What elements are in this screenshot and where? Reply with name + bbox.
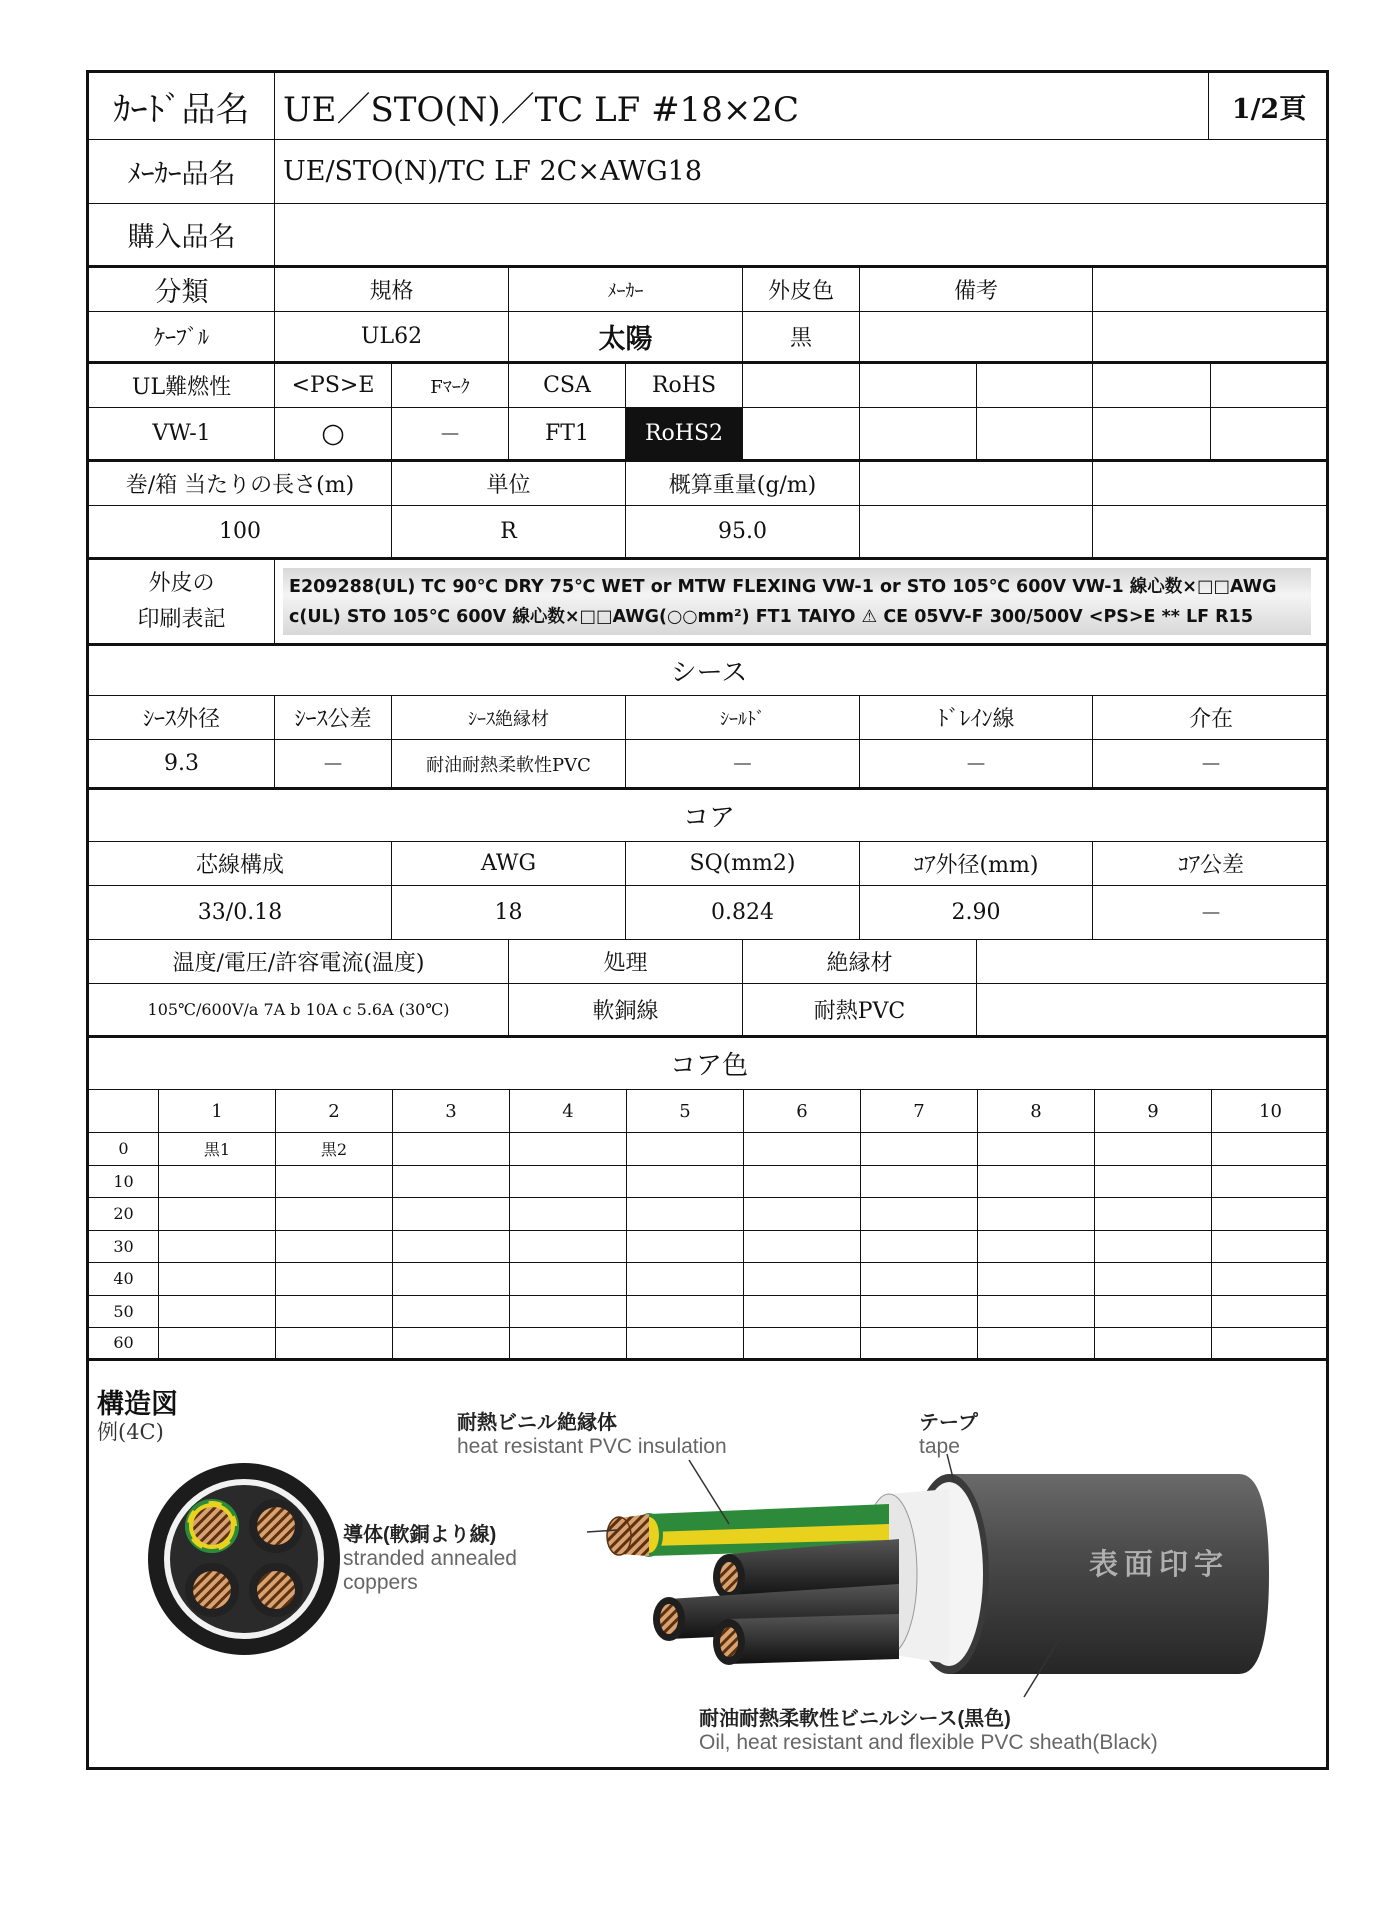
sheath-tolerance-header: ｼｰｽ公差: [275, 696, 392, 740]
empty-cell: [860, 364, 977, 408]
maker-name-value: UE/STO(N)/TC LF 2C×AWG18: [275, 140, 1329, 204]
core-color-row: [89, 1263, 1326, 1296]
core-color-cell: [1095, 1166, 1212, 1199]
sq-header: SQ(mm2): [626, 842, 860, 886]
core-color-cell: 黒1: [159, 1133, 276, 1166]
core-color-cell: [159, 1231, 276, 1264]
awg-value: 18: [392, 886, 626, 940]
core-color-col-header: 4: [510, 1090, 627, 1133]
empty-cell: [860, 462, 1093, 506]
standard-value: UL62: [275, 312, 509, 364]
core-tolerance-header: ｺｱ公差: [1093, 842, 1329, 886]
core-color-col-header: 1: [159, 1090, 276, 1133]
core-color-row-index: 10: [89, 1166, 159, 1199]
card-name-label: ｶｰﾄﾞ品名: [89, 73, 275, 140]
maker-name-label: ﾒｰｶｰ品名: [89, 140, 275, 204]
purchase-name-value: [275, 204, 1329, 268]
awg-header: AWG: [392, 842, 626, 886]
drain-wire-value: －: [860, 740, 1093, 790]
core-color-cell: [1212, 1231, 1329, 1264]
core-color-cell: [159, 1296, 276, 1329]
core-color-cell: [276, 1166, 393, 1199]
strand-composition-header: 芯線構成: [89, 842, 392, 886]
sheath-color-header: 外皮色: [743, 268, 860, 312]
empty-cell: [860, 506, 1093, 560]
insulation-value: 耐熱PVC: [743, 984, 977, 1038]
sheath-value-row: [89, 740, 1326, 790]
core-color-cell: [276, 1198, 393, 1231]
class-value: ｹｰﾌﾞﾙ: [89, 312, 275, 364]
empty-cell: [1093, 408, 1211, 462]
sheath-section-title: シース: [89, 646, 1329, 696]
maker-value: 太陽: [509, 312, 743, 364]
core-color-cell: [1095, 1296, 1212, 1329]
tape-label-jp: テープ: [919, 1412, 978, 1434]
sheath-print-label: [89, 560, 275, 646]
temp-voltage-current-header: 温度/電圧/許容電流(温度): [89, 940, 509, 984]
core-color-cell: [744, 1231, 861, 1264]
core-color-cell: [627, 1231, 744, 1264]
core-color-cell: [393, 1296, 510, 1329]
core-color-cell: [861, 1133, 978, 1166]
core-color-col-header: 9: [1095, 1090, 1212, 1133]
core-color-row: [89, 1328, 1326, 1361]
tape-label: [919, 1406, 978, 1459]
core-color-col-header: 5: [627, 1090, 744, 1133]
core-color-cell: [744, 1263, 861, 1296]
core-color-cell: [393, 1231, 510, 1264]
sheath-title-row: [89, 646, 1326, 696]
core-color-cell: [744, 1198, 861, 1231]
core-color-title-row: [89, 1038, 1326, 1090]
card-name-value: UE／STO(N)／TC LF #18×2C: [275, 73, 1209, 140]
insulation-label: [457, 1406, 727, 1459]
core-color-row-index: 0: [89, 1133, 159, 1166]
empty-cell: [977, 364, 1093, 408]
structure-diagram: [89, 1374, 1326, 1770]
core-color-row-index: 60: [89, 1328, 159, 1361]
core-color-row: [89, 1166, 1326, 1199]
core-color-cell: [510, 1328, 627, 1361]
ul-flame-header: UL難燃性: [89, 364, 275, 408]
sheath-print-row: [89, 560, 1326, 646]
core-rating-header-row: [89, 940, 1326, 984]
class-header: 分類: [89, 268, 275, 312]
core-color-cell: [159, 1263, 276, 1296]
sheath-od-header: ｼｰｽ外径: [89, 696, 275, 740]
empty-cell: [743, 408, 860, 462]
temp-voltage-current-value: 105℃/600V/a 7A b 10A c 5.6A (30℃): [89, 984, 509, 1038]
core-color-cell: [627, 1263, 744, 1296]
core-color-cell: [1212, 1263, 1329, 1296]
core-color-cell: [1212, 1133, 1329, 1166]
core-color-cell: [861, 1296, 978, 1329]
sheath-print-label-line1: 外皮の: [148, 570, 215, 596]
core-color-cell: [978, 1328, 1095, 1361]
core-color-cell: [744, 1328, 861, 1361]
note-value: [860, 312, 1093, 364]
sheath-label-jp: 耐油耐熱柔軟性ビニルシース(黒色): [699, 1708, 1011, 1730]
core-color-col-header: 8: [978, 1090, 1095, 1133]
core-color-row-index: 40: [89, 1263, 159, 1296]
core-color-row-index: 20: [89, 1198, 159, 1231]
empty-cell: [1093, 268, 1329, 312]
standard-header: 規格: [275, 268, 509, 312]
core-color-cell: [861, 1263, 978, 1296]
empty-cell: [977, 940, 1329, 984]
core-color-cell: [510, 1133, 627, 1166]
core-header-row: [89, 842, 1326, 886]
insulation-label-jp: 耐熱ビニル絶縁体: [457, 1412, 617, 1434]
cross-section-icon: [148, 1463, 340, 1655]
empty-cell: [1211, 408, 1329, 462]
core-color-cell: [1095, 1198, 1212, 1231]
weight-header: 概算重量(g/m): [626, 462, 860, 506]
core-color-cell: [1095, 1263, 1212, 1296]
csa-header: CSA: [509, 364, 626, 408]
length-header: 巻/箱 当たりの長さ(m): [89, 462, 392, 506]
core-rating-value-row: [89, 984, 1326, 1038]
f-mark-header: Fﾏｰｸ: [392, 364, 509, 408]
page-number: 1/2頁: [1209, 73, 1329, 140]
core-color-cell: [1212, 1296, 1329, 1329]
core-color-header-row: [89, 1090, 1326, 1133]
structure-title: 構造図: [97, 1389, 178, 1420]
core-color-cell: [510, 1198, 627, 1231]
length-header-row: [89, 462, 1326, 506]
core-color-cell: [393, 1166, 510, 1199]
core-color-cell: [861, 1328, 978, 1361]
length-value-row: [89, 506, 1326, 560]
core-color-cell: [393, 1263, 510, 1296]
core-color-cell: [627, 1296, 744, 1329]
tape-label-en: tape: [919, 1435, 960, 1458]
core-color-cell: [978, 1296, 1095, 1329]
core-color-cell: [159, 1198, 276, 1231]
core-color-corner: [89, 1090, 159, 1133]
unit-value: R: [392, 506, 626, 560]
insulation-header: 絶縁材: [743, 940, 977, 984]
core-color-cell: [510, 1296, 627, 1329]
core-color-cell: [276, 1328, 393, 1361]
core-color-cell: [276, 1231, 393, 1264]
rohs-header: RoHS: [626, 364, 743, 408]
sheath-color-value: 黒: [743, 312, 860, 364]
core-color-cell: [510, 1231, 627, 1264]
csa-value: FT1: [509, 408, 626, 462]
core-color-cell: [159, 1328, 276, 1361]
core-color-cell: [1095, 1133, 1212, 1166]
core-color-cell: [627, 1328, 744, 1361]
core-title-row: [89, 790, 1326, 842]
shield-value: －: [626, 740, 860, 790]
core-color-col-header: 2: [276, 1090, 393, 1133]
empty-cell: [743, 364, 860, 408]
empty-cell: [860, 408, 977, 462]
sheath-label: [699, 1702, 1158, 1755]
core-color-cell: [978, 1231, 1095, 1264]
core-color-cell: 黒2: [276, 1133, 393, 1166]
core-color-cell: [393, 1328, 510, 1361]
core-color-cell: [510, 1263, 627, 1296]
core-color-cell: [1212, 1198, 1329, 1231]
purchase-name-label: 購入品名: [89, 204, 275, 268]
core-color-cell: [627, 1133, 744, 1166]
core-color-cell: [159, 1166, 276, 1199]
empty-cell: [1093, 364, 1211, 408]
sheath-header-row: [89, 696, 1326, 740]
surface-print-label: 表面印字: [1089, 1547, 1230, 1581]
core-color-col-header: 3: [393, 1090, 510, 1133]
ratings-value-row: [89, 408, 1326, 462]
treatment-value: 軟銅線: [509, 984, 743, 1038]
core-color-section-title: コア色: [89, 1038, 1329, 1090]
conductor-label-en2: coppers: [343, 1571, 418, 1594]
core-color-cell: [744, 1133, 861, 1166]
core-color-cell: [978, 1263, 1095, 1296]
core-color-col-header: 7: [861, 1090, 978, 1133]
weight-value: 95.0: [626, 506, 860, 560]
pse-value: ○: [275, 408, 392, 462]
maker-name-row: [89, 140, 1326, 204]
sheath-material-header: ｼｰｽ絶縁材: [392, 696, 626, 740]
core-color-cell: [510, 1166, 627, 1199]
core-color-cell: [393, 1133, 510, 1166]
sheath-label-en: Oil, heat resistant and flexible PVC sheath(Black): [699, 1731, 1158, 1754]
shield-header: ｼｰﾙﾄﾞ: [626, 696, 860, 740]
conductor-label: [343, 1518, 517, 1595]
maker-header: ﾒｰｶｰ: [509, 268, 743, 312]
conductor-label-en1: stranded annealed: [343, 1547, 517, 1570]
core-color-cell: [978, 1133, 1095, 1166]
ratings-header-row: [89, 364, 1326, 408]
core-color-cell: [744, 1166, 861, 1199]
empty-cell: [1211, 364, 1329, 408]
sheath-print-cell: [275, 560, 1329, 646]
core-color-row: [89, 1133, 1326, 1166]
structure-example: 例(4C): [97, 1420, 164, 1444]
core-color-cell: [627, 1166, 744, 1199]
core-color-cell: [978, 1166, 1095, 1199]
empty-cell: [977, 984, 1329, 1038]
sq-value: 0.824: [626, 886, 860, 940]
core-color-col-header: 10: [1212, 1090, 1329, 1133]
empty-cell: [1093, 462, 1329, 506]
f-mark-value: －: [392, 408, 509, 462]
sheath-od-value: 9.3: [89, 740, 275, 790]
sheath-material-value: 耐油耐熱柔軟性PVC: [392, 740, 626, 790]
core-color-cell: [1095, 1231, 1212, 1264]
core-color-cell: [978, 1198, 1095, 1231]
spec-sheet: [86, 70, 1329, 1770]
sheath-print-line1: E209288(UL) TC 90℃ DRY 75℃ WET or MTW FLEXING VW-1 or STO 105℃ 600V VW-1 線心数×□□AWG: [289, 576, 1277, 597]
note-header: 備考: [860, 268, 1093, 312]
treatment-header: 処理: [509, 940, 743, 984]
core-tolerance-value: －: [1093, 886, 1329, 940]
empty-cell: [1093, 506, 1329, 560]
ul-flame-value: VW-1: [89, 408, 275, 462]
rohs-value: RoHS2: [626, 408, 743, 462]
card-name-row: [89, 73, 1326, 140]
sheath-print-line2: c(UL) STO 105℃ 600V 線心数×□□AWG(○○mm²) FT1 TAIYO ⚠ CE 05VV-F 300/500V <PS>E ** LF R15: [289, 606, 1254, 627]
insulation-label-en: heat resistant PVC insulation: [457, 1435, 727, 1458]
purchase-name-row: [89, 204, 1326, 268]
filler-value: －: [1093, 740, 1329, 790]
core-value-row: [89, 886, 1326, 940]
core-color-cell: [1212, 1328, 1329, 1361]
empty-cell: [977, 408, 1093, 462]
core-color-row: [89, 1198, 1326, 1231]
pse-header: <PS>E: [275, 364, 392, 408]
core-color-cell: [276, 1296, 393, 1329]
filler-header: 介在: [1093, 696, 1329, 740]
unit-header: 単位: [392, 462, 626, 506]
core-color-cell: [393, 1198, 510, 1231]
drain-wire-header: ﾄﾞﾚｲﾝ線: [860, 696, 1093, 740]
core-color-row: [89, 1231, 1326, 1264]
core-color-cell: [1095, 1328, 1212, 1361]
core-color-cell: [861, 1198, 978, 1231]
core-section-title: コア: [89, 790, 1329, 842]
core-color-cell: [627, 1198, 744, 1231]
core-color-cell: [861, 1166, 978, 1199]
core-color-cell: [861, 1231, 978, 1264]
strand-composition-value: 33/0.18: [89, 886, 392, 940]
core-color-cell: [276, 1263, 393, 1296]
core-color-cell: [744, 1296, 861, 1329]
sheath-tolerance-value: －: [275, 740, 392, 790]
core-od-header: ｺｱ外径(mm): [860, 842, 1093, 886]
sheath-print-label-line2: 印刷表記: [137, 606, 226, 632]
empty-cell: [1093, 312, 1329, 364]
conductor-label-jp: 導体(軟銅より線): [343, 1524, 497, 1546]
core-color-row-index: 50: [89, 1296, 159, 1329]
classification-value-row: [89, 312, 1326, 364]
core-color-row: [89, 1296, 1326, 1329]
core-color-col-header: 6: [744, 1090, 861, 1133]
length-value: 100: [89, 506, 392, 560]
sheath-print-text: [283, 568, 1311, 635]
core-color-row-index: 30: [89, 1231, 159, 1264]
core-od-value: 2.90: [860, 886, 1093, 940]
core-color-cell: [1212, 1166, 1329, 1199]
classification-header-row: [89, 268, 1326, 312]
